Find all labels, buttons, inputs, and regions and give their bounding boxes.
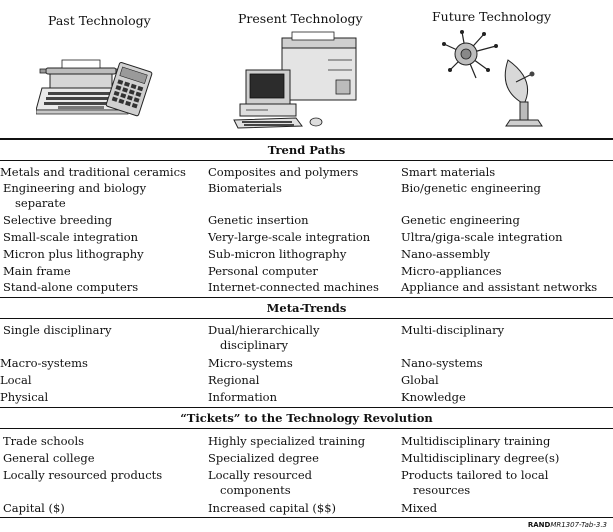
meta-cell-past: Physical [0,390,49,404]
trend-cell-future: Micro-appliances [401,264,502,278]
section-title-tickets: “Tickets” to the Technology Revolution [180,411,433,425]
trend-cell-past: Micron plus lithography [3,247,144,261]
trend-cell-present: Personal computer [208,264,318,278]
column-title-past: Past Technology [48,13,151,28]
typewriter-and-calculator-icon [36,48,166,128]
column-title-future: Future Technology [432,9,552,24]
ticket-cell-past: Capital ($) [3,501,65,515]
trend-cell-present: Biomaterials [208,181,282,195]
meta-cell-future: Nano-systems [401,356,483,370]
section-divider [0,428,613,429]
ticket-cell-present: Locally resourced [208,468,313,482]
source-credit [528,521,607,529]
meta-cell-future: Global [401,373,439,387]
ticket-cell-future: Multidisciplinary training [401,434,551,448]
trend-cell-future: Bio/genetic engineering [401,181,541,195]
table-bottom-rule [0,517,613,518]
trend-cell-future: Genetic engineering [401,213,520,227]
trend-cell-present: Genetic insertion [208,213,309,227]
section-title-meta-trends: Meta-Trends [266,301,347,315]
satellite-and-dish-icon [440,30,550,130]
meta-cell-future: Knowledge [401,390,466,404]
ticket-cell-past: General college [3,451,95,465]
section-divider [0,407,613,408]
ticket-cell-future: Products tailored to local [401,468,549,482]
trend-cell-present: Composites and polymers [208,165,359,179]
meta-cell-past: Macro-systems [0,356,88,370]
meta-cell-present-continued: disciplinary [220,338,289,352]
trend-cell-future: Ultra/giga-scale integration [401,230,563,244]
header-divider [0,138,613,140]
ticket-cell-present: Highly specialized training [208,434,366,448]
meta-cell-past: Single disciplinary [3,323,112,337]
meta-cell-present: Micro-systems [208,356,293,370]
trend-cell-past: Engineering and biology [3,181,147,195]
trend-cell-present: Internet-connected machines [208,280,379,294]
header [0,0,613,138]
ticket-cell-future-continued: resources [413,483,471,497]
trend-cell-future: Nano-assembly [401,247,491,261]
trend-cell-future: Smart materials [401,165,496,179]
meta-cell-present: Information [208,390,278,404]
meta-cell-future: Multi-disciplinary [401,323,505,337]
source-code: MR1307-Tab-3.3 [550,521,607,529]
ticket-cell-present-continued: components [220,483,291,497]
meta-cell-past: Local [0,373,32,387]
meta-cell-present: Dual/hierarchically [208,323,320,337]
ticket-cell-past: Locally resourced products [3,468,163,482]
section-divider [0,160,613,161]
ticket-cell-present: Increased capital ($$) [208,501,337,515]
source-org: RAND [527,521,551,529]
meta-cell-present: Regional [208,373,260,387]
section-divider [0,318,613,319]
section-divider [0,297,613,298]
trend-cell-past: Selective breeding [3,213,113,227]
trend-cell-past: Small-scale integration [3,230,139,244]
ticket-cell-present: Specialized degree [208,451,319,465]
trend-cell-past: Main frame [3,264,71,278]
trend-cell-past: Metals and traditional ceramics [0,165,186,179]
ticket-cell-future: Mixed [401,501,438,515]
trend-cell-past: Stand-alone computers [3,280,139,294]
section-title-trend-paths: Trend Paths [267,143,346,157]
ticket-cell-past: Trade schools [3,434,85,448]
trend-cell-present: Sub-micron lithography [208,247,347,261]
computer-and-printer-icon [232,30,362,130]
ticket-cell-future: Multidisciplinary degree(s) [401,451,560,465]
trend-cell-future: Appliance and assistant networks [401,280,598,294]
column-title-present: Present Technology [238,11,363,26]
trend-cell-past-continued: separate [15,196,66,210]
trend-cell-present: Very-large-scale integration [208,230,371,244]
